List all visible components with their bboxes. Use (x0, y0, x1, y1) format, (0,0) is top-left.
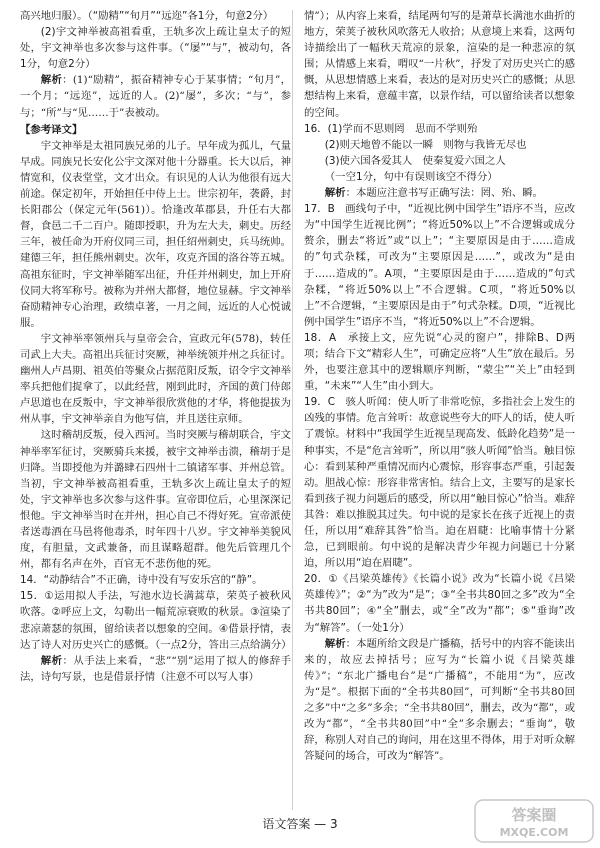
answer-16-1: 16．(1)学而不思则罔 思而不学则殆 (304, 122, 478, 135)
explanation-13 (20, 72, 291, 120)
explanation-15-continued: 情”）；从内容上来看，结尾两句写的是萧草长满池水曲折的地方，荣荚子被秋风吹落无人收拾；从意境上来看，这两句诗描绘出了一幅秋天荒凉的景象，渲染的是一种悲凉的氛围；从情感上来看，喟叹“一片秋”，抒发了对历史兴亡的感慨，从思想情感上来看，表达的是对历史兴亡的感慨；从思想结构上来看，意蕴丰富，以景作结，可以留给读者以想象的空间。 (304, 10, 575, 119)
explanation-16 (304, 185, 575, 201)
translation-paragraph: 这时稽胡反叛，侵入西河。当时突厥与稽胡联合，宇文神举率军征讨，突厥骑兵来援，被宇文神举击溃，稽胡于是归降。当即授他为并潞肆石四州十二镇诸军事、并州总管。当初，宇文神举被高祖看重，王轨多次上疏让皇太子的短处，宇文神举也多次参与这件事。宣帝即位后，心里深深记恨他。宇文神举当时在并州，担心自己不得好死。宣帝派使者送毒酒在马邑将他毒杀，时年四十八岁。宇文神举美貌风度，有胆量，文武兼备，而且谋略超群。他先后管理几个州，都有名声在外，百官无不悲伤他的死。 (20, 429, 291, 571)
translation-paragraph: 宇文神举是太祖同族兄弟的儿子。早年成为孤儿，气量早成。同族兄长安化公宇文深对他十分器重。长大以后，神情宽和，仪表堂堂，文才出众。有识见的人认为他很有远大前途。保定初年，开始担任中侍上士。世宗初年，袭爵，封长阳郡公（保定元年(561)）。恰逢改革郡县，升任右大都督，食邑二千二百户。随即授职，升为左大夫，刺史。历经三年，被任命为开府仪同三司，担任绍州刺史，兵马统帅。建德三年，担任熊州刺史。次年，攻克齐国的洛谷等五城。高祖东征时，宇文神举随军出征，升任并州刺史，加上开府仪同大将军称号。被称为并州大都督，地位显赫。宇文神举奋励精神专心治理，政绩卓著，一月之间，远近的人心悦诚服。 (20, 139, 291, 329)
answer-14: 14．“动静结合”不正确，诗中没有写安乐宫的“静”。 (20, 574, 263, 587)
explanation-13-text: ：(1)“励精”，振奋精神专心于某事情；“旬月”，一个月；“远迩”，远近的人。(2)“屡”，多次；“与”，参与；“所”与“见……于”表被动。 (20, 74, 292, 119)
answer-18: 18．A 承接上文，应先说“心灵的窗户”，排除B、D两项；结合下文“精彩人生”，可确定应将“人生”放在最后。另外，也要注意其中的逻辑顺序判断，“蒙尘”“关上”由轻到重，“未来”“人生”由小到大。 (304, 331, 575, 393)
explanation-20-text: ：本题所给文段是广播稿，括号中的内容不能读出来的，故应去掉括号；应写为“长篇小说《吕梁英雄传》”；“东北广播电台”是“广播稿”，不能用“为”，应改为“是”。根据下面的“全书共80回”，可判断“全书共80回之多”中“之多”多余；“全书共80回”，删去，改为“都”，或改为“都”，“全书共80回”中“全”多余删去；“垂询”，敬辞，称别人对自己的询问，用在这里不得体，用于对听众解答疑问的场合，可改为“解答”。 (304, 637, 576, 763)
explanation-15-text: ：从手法上来看，“悲”“别”运用了拟人的修辞手法，诗句写景，也是借景抒情（注意不可以写人事） (20, 654, 291, 683)
page-footer: 语文答案 — 3 (262, 817, 338, 831)
answer-15: 15．①运用拟人手法，写池水边长满蒿草，荣英子被秋风吹落。②呼应上文，勾勒出一幅荒凉衰败的秋景。③渲染了悲凉萧瑟的氛围，留给读者以想象的空间。④借景抒情，表达了诗人对历史兴亡的感慨。（一点2分，答出三点给满分） (20, 590, 292, 651)
column-divider (292, 10, 293, 810)
svg-text:MXQE.COM: MXQE.COM (499, 826, 569, 839)
translation-paragraph: 宇文神举率领州兵与皇帝会合，宣政元年(578)，转任司武上大夫。高祖出兵征讨突厥，神举统领并州之兵征讨。幽州人卢昌期、祖英伯等聚众占据范阳反叛，诏令宇文神举率兵把他们捉拿了，以此经营，刚到此时，齐国的黄门侍郎卢思道也在反叛中，宇文神举很欣赏他的才华，将他提拔为州从事，宇文神举亲自为他写信，并且送往京师。 (20, 332, 291, 426)
section-heading-translation: 【参考译文】 (20, 123, 83, 136)
answer-13-2: (2)宇文神举被高祖看重，王轨多次上疏让皇太子的短处，宇文神举也多次参与这件事。（“屡”“与”，被动句，各1分，句意2分） (20, 26, 291, 71)
explanation-label: 解析 (40, 74, 63, 87)
answer-19: 19．C 骇人听闻：使人听了非常吃惊，多指社会上发生的凶残的事情。危言耸听：故意说些夸大的吓人的话，使人听了震惊。材料中“我国学生近视呈现高发、低龄化趋势”是一种事实，不是“危言耸听”，所以用“骇人听闻”恰当。触目惊心：看到某种严重情况而内心震惊，形容事态严重，引起轰动。胆战心惊：形容非常害怕。结合上文，主要写的是家长看到孩子视力问题后的感受，所以用“触目惊心”恰当。难辞其咎：难以推脱其过失。句中说的是家长在孩子近视上的责任，所以用“难辞其咎”恰当。迫在眉睫：比喻事情十分紧急，已到眼前。句中说的是解决青少年视力问题已十分紧迫，所以用“迫在眉睫”。 (304, 396, 575, 570)
explanation-label: 解析 (40, 654, 63, 667)
answer-16-scoring: （一空1分，句中有误则该空不得分） (324, 170, 498, 183)
explanation-15 (20, 653, 291, 685)
explanation-20 (304, 636, 575, 765)
left-column (20, 8, 291, 685)
svg-text:答案圈: 答案圈 (511, 806, 557, 824)
answer-16-3: (3)使六国各爱其人 使秦复爱六国之人 (324, 154, 506, 167)
answer-17: 17．B 画线句子中，“近视比例中国学生”语序不当，应改为“中国学生近视比例”；“将近50%以上”不合逻辑或成分赘余，删去“将近”或“以上”；“主要原因是由于……造成的”句式杂糅，可改为“主要原因是……”，或改为“是由于……造成的”。A项，“主要原因是由于……造成的”句式杂糅，“将近50%以上”不合逻辑。C项，“将近50%以上”不合逻辑，“主要原因是由于”句式杂糅。D项，“近视比例中国学生”语序不当，“将近50%以上”不合逻辑。 (304, 203, 575, 328)
watermark-logo (474, 798, 594, 844)
explanation-label: 解析 (324, 187, 346, 200)
explanation-16-text: ：本题应注意书写正确写法：罔、殆、瞬。 (345, 187, 543, 200)
explanation-label: 解析 (324, 637, 346, 650)
answer-16-2: (2)则天地曾不能以一瞬 则物与我皆无尽也 (324, 138, 527, 151)
answer-13-1-scoring: 高兴地归服）。（“励精”“旬月”“远迩”各1分，句意2分） (20, 10, 274, 22)
right-column (304, 8, 575, 764)
answer-20: 20．①《吕梁英雄传》《长篇小说》改为“长篇小说《吕梁英雄传》”；②“为”改为“是”；③“全书共80回之多”改为“全书共80回”；④“全”删去，或“全”改为“都”；⑤“垂询”改为“解答”。（一处1分） (304, 573, 575, 634)
